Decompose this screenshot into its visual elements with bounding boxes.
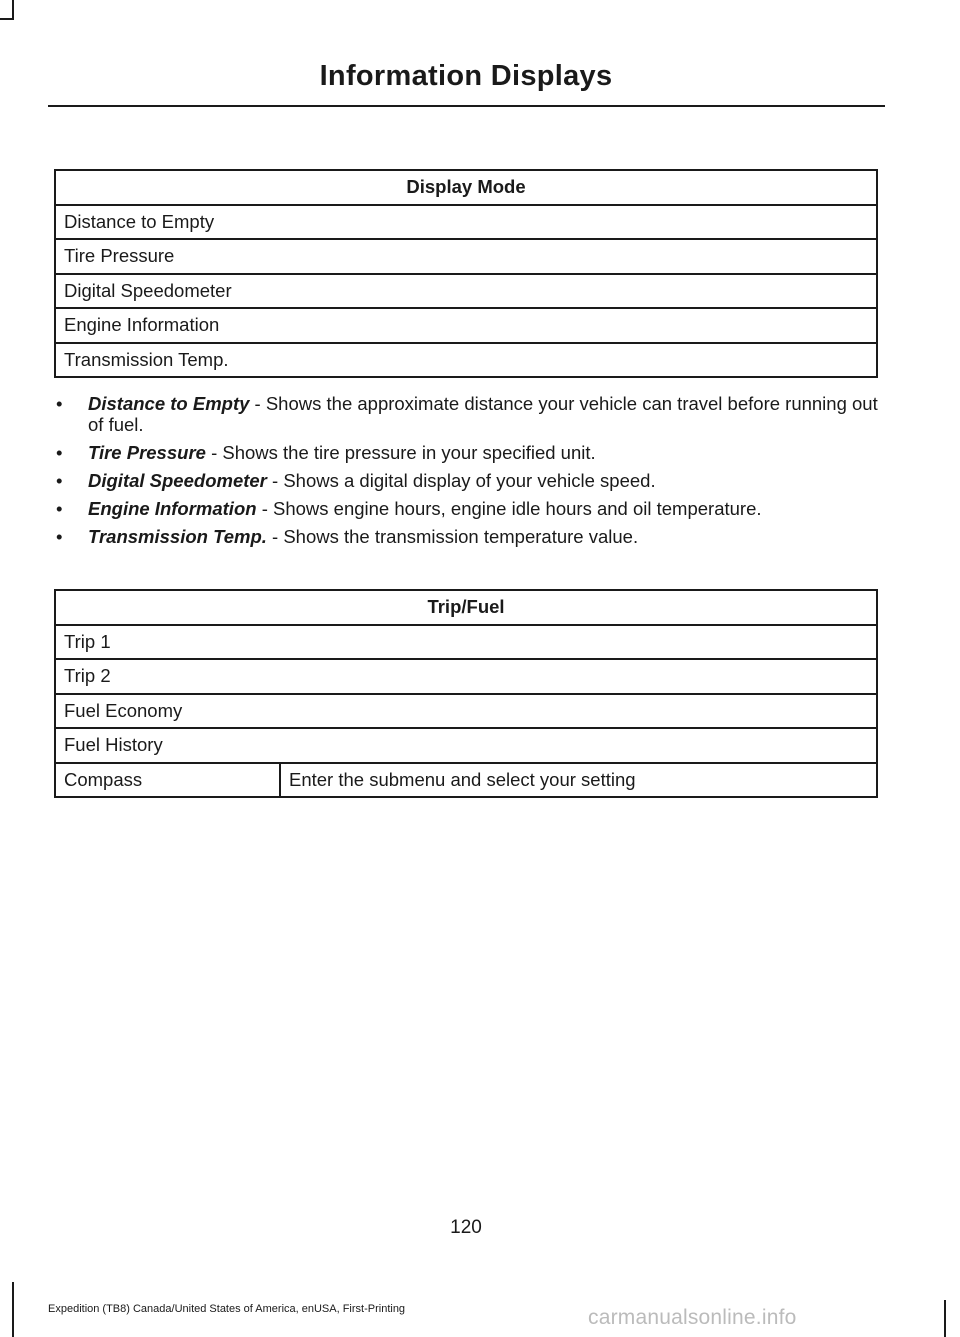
crop-mark-bottom-left-vertical [12,1282,14,1337]
display-mode-descriptions [54,393,884,554]
trip-fuel-row: Fuel Economy [55,694,877,729]
list-item [54,442,884,463]
display-mode-table [54,169,878,378]
trip-fuel-row: Trip 1 [55,625,877,660]
crop-mark-bottom-right-vertical [944,1300,946,1337]
display-mode-row: Distance to Empty [55,205,877,240]
list-item [54,393,884,435]
page-title: Information Displays [319,60,613,92]
display-mode-row: Digital Speedometer [55,274,877,309]
compass-label: Compass [55,763,280,798]
list-item [54,470,884,491]
display-mode-heading: Display Mode [55,170,877,205]
trip-fuel-row: Trip 2 [55,659,877,694]
bullet-term: Tire Pressure [88,442,206,463]
bullet-icon: • [56,442,63,463]
compass-description: Enter the submenu and select your setting [280,763,877,798]
bullet-text: - Shows engine hours, engine idle hours and oil temperature. [256,498,762,519]
display-mode-row: Engine Information [55,308,877,343]
bullet-icon: • [56,393,63,414]
list-item [54,526,884,547]
footer-text: Expedition (TB8) Canada/United States of America, enUSA, First-Printing [48,1303,406,1315]
bullet-text: - Shows the approximate distance your vehicle can travel before running out of fuel. [88,393,878,435]
bullet-text: - Shows a digital display of your vehicle speed. [266,470,656,491]
bullet-text: - Shows the transmission temperature value. [266,526,639,547]
bullet-text: - Shows the tire pressure in your specified unit. [205,442,596,463]
bullet-term: Engine Information [88,498,257,519]
display-mode-row: Tire Pressure [55,239,877,274]
watermark: carmanualsonline.info [588,1306,797,1329]
list-item [54,498,884,519]
trip-fuel-table [54,589,878,798]
crop-mark-top-left-vertical [12,0,14,20]
bullet-icon: • [56,526,63,547]
trip-fuel-heading: Trip/Fuel [55,590,877,625]
display-mode-row: Transmission Temp. [55,343,877,378]
bullet-term: Transmission Temp. [88,526,267,547]
trip-fuel-row: Fuel History [55,728,877,763]
bullet-icon: • [56,470,63,491]
bullet-icon: • [56,498,63,519]
bullet-term: Distance to Empty [88,393,250,414]
header-divider [48,105,885,107]
page-number: 120 [450,1217,482,1238]
crop-mark-top-left-horizontal [0,18,14,20]
bullet-term: Digital Speedometer [88,470,267,491]
